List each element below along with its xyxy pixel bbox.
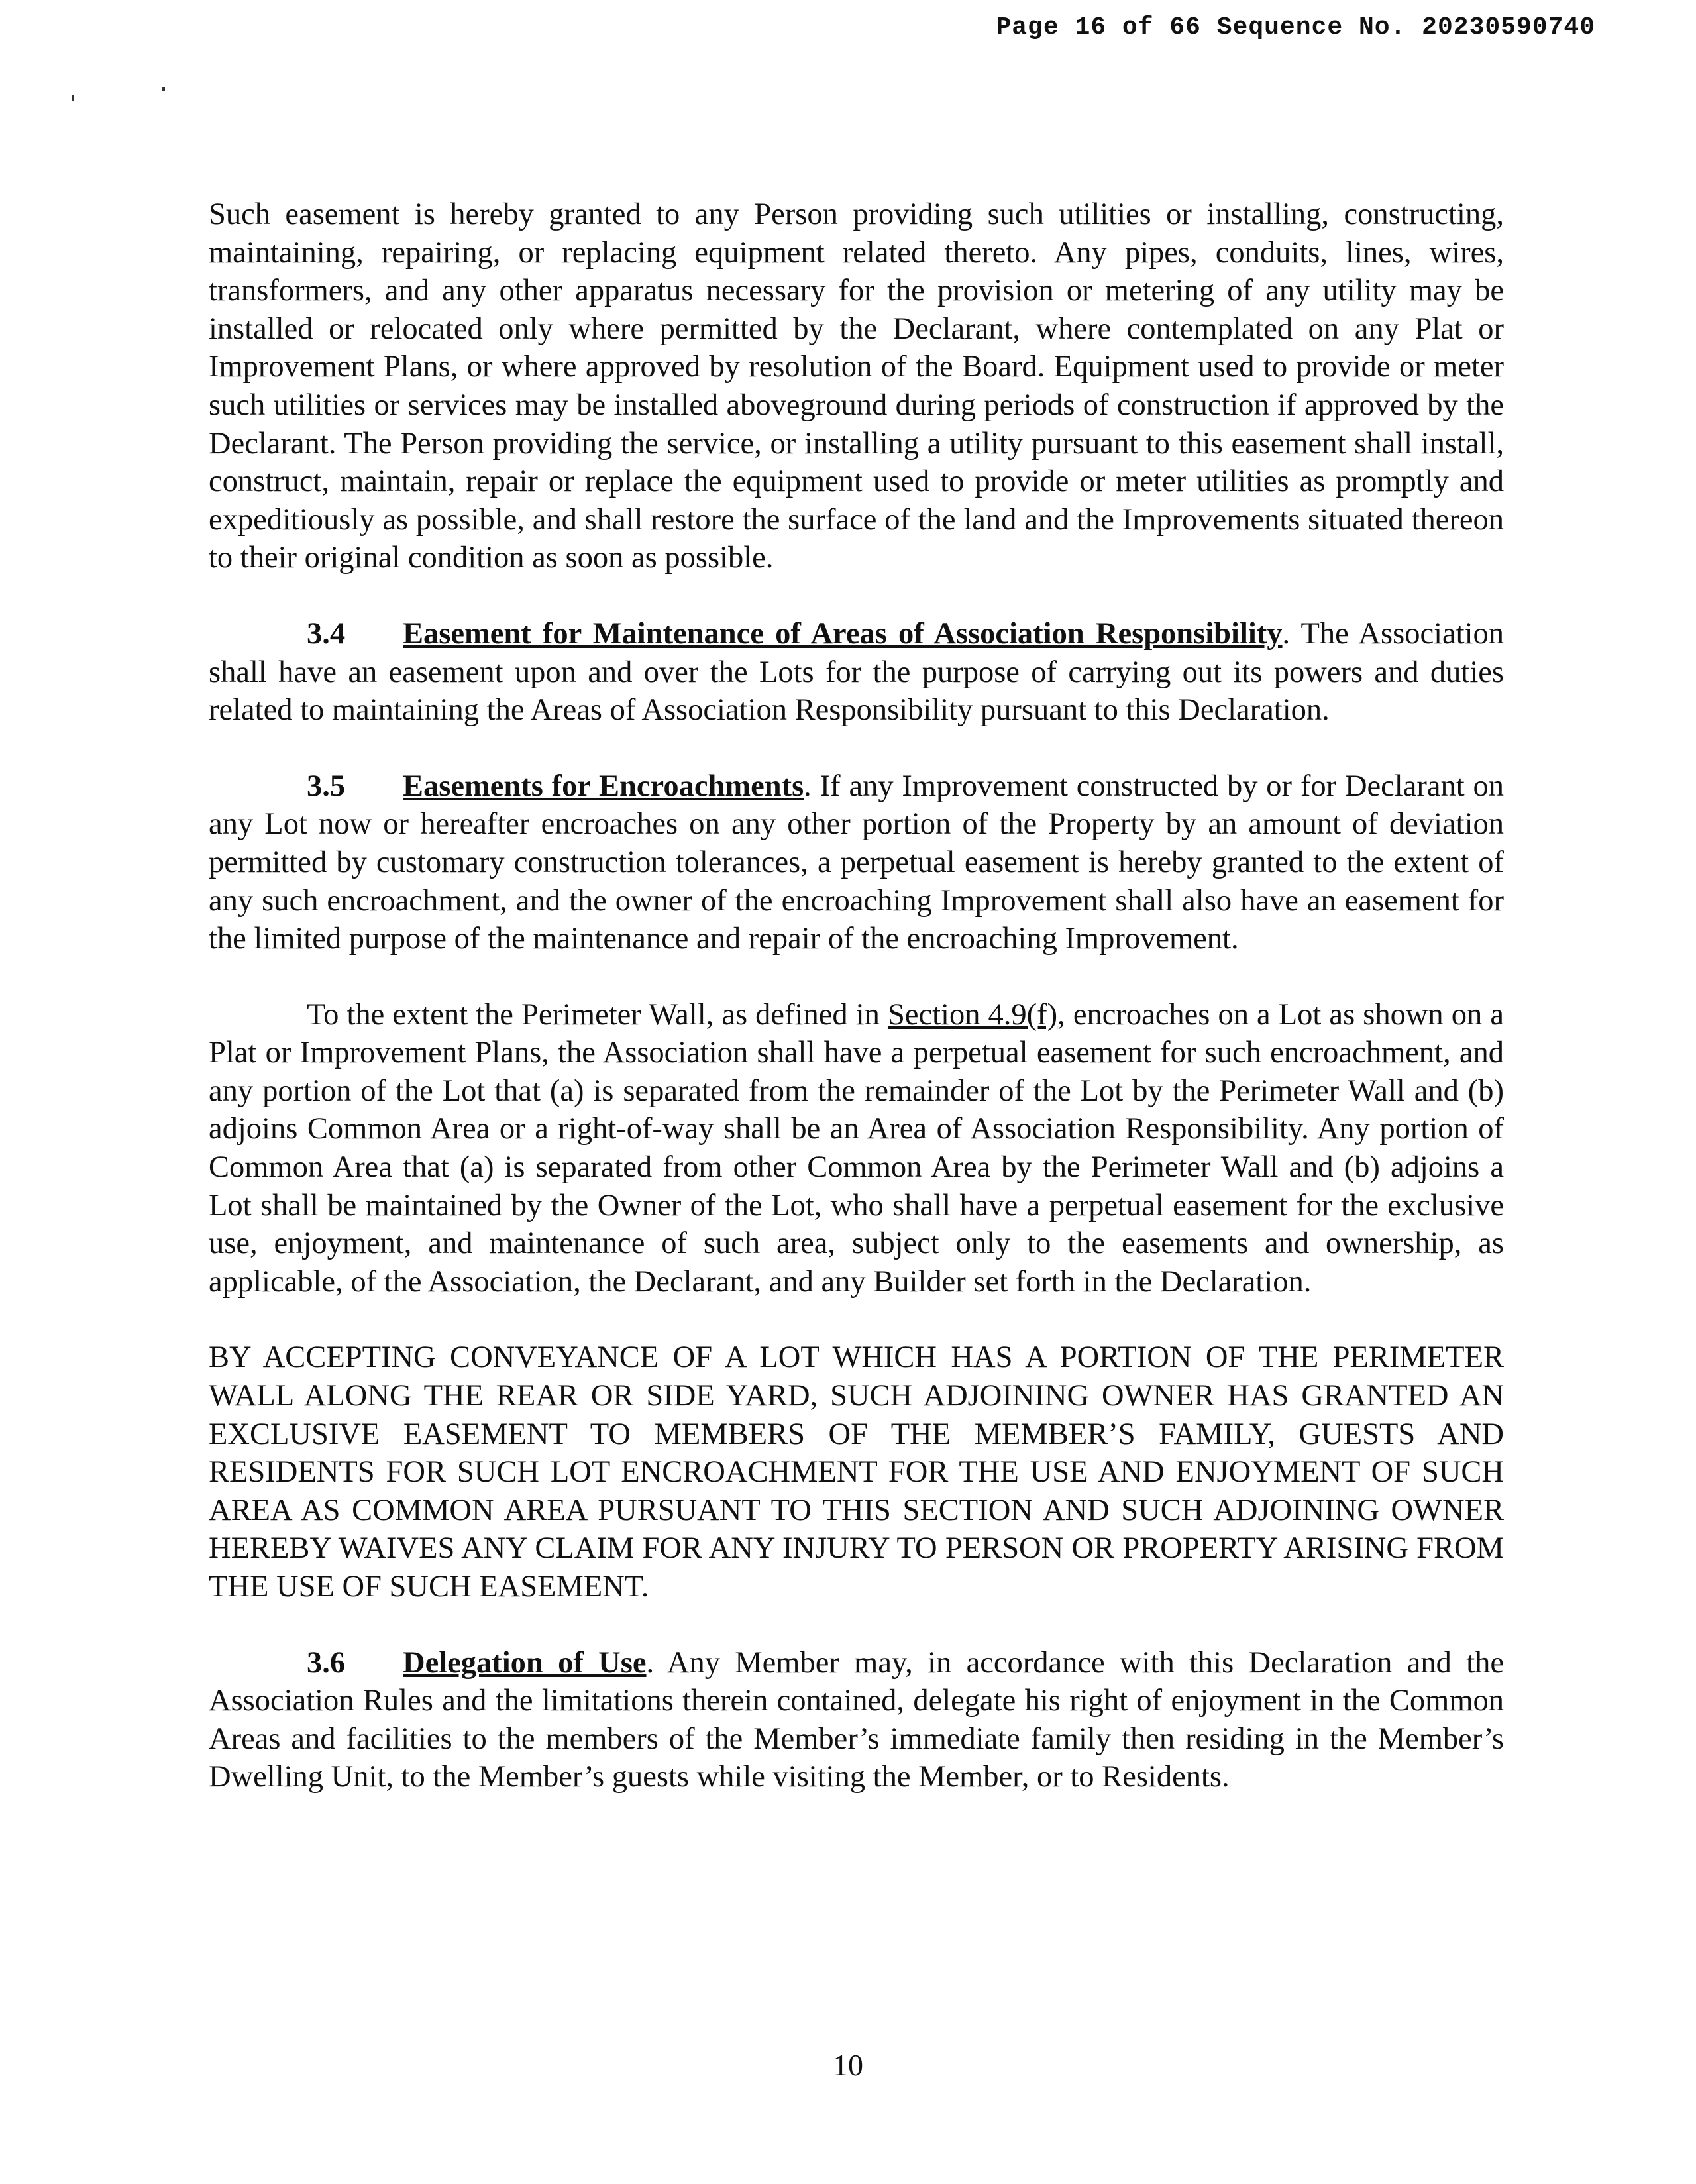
- section-text: . If any Improvement constructed by or for Declarant on any Lot now or hereafter encroaches on any other portion of the Property by an amount of deviation permitted by customary construction tolerances, a perpetual easement is hereby granted to the extent of any such encroachment, and the owner of the encroaching Improvement shall also have an easement for the limited purpose of the maintenance and repair of the encroaching Improvement.: [209, 769, 1504, 956]
- document-body: [209, 195, 1504, 1834]
- section-3-5: [209, 767, 1504, 958]
- paragraph-text: , encroaches on a Lot as shown on a Plat or Improvement Plans, the Association shall have a perpetual easement for such encroachment, and any portion of the Lot that (a) is separated from the remainder of the Lot by the Perimeter Wall and (b) adjoins Common Area or a right-of-way shall be an Area of Association Responsibility. Any portion of Common Area that (a) is separated from other Common Area by the Perimeter Wall and (b) adjoins a Lot shall be maintained by the Owner of the Lot, who shall have a perpetual easement for the exclusive use, enjoyment, and maintenance of such area, subject only to the easements and ownership, as applicable, of the Association, the Declarant, and any Builder set forth in the Declaration.: [209, 997, 1504, 1299]
- section-text: . Any Member may, in accordance with this Declaration and the Association Rules and the limitations therein contained, delegate his right of enjoyment in the Common Areas and facilities to the members of the Member’s immediate family then residing in the Member’s Dwelling Unit, to the Member’s guests while visiting the Member, or to Residents.: [209, 1645, 1505, 1794]
- section-text: . The Association shall have an easement upon and over the Lots for the purpose of carrying out its powers and duties related to maintaining the Areas of Association Responsibility pursuant to this Declaration.: [209, 616, 1504, 728]
- paragraph-text: To the extent the Perimeter Wall, as defined in: [307, 997, 888, 1032]
- section-title: Delegation of Use: [403, 1645, 647, 1680]
- section-3-4: [209, 615, 1504, 730]
- section-number: 3.4: [307, 616, 346, 651]
- section-number: 3.5: [307, 769, 346, 803]
- section-number: 3.6: [307, 1645, 346, 1680]
- page-sequence-stamp: Page 16 of 66 Sequence No. 20230590740: [996, 13, 1595, 42]
- waiver-caps-paragraph: BY ACCEPTING CONVEYANCE OF A LOT WHICH HAS A PORTION OF THE PERIMETER WALL ALONG THE REAR OR SIDE YARD, SUCH ADJOINING OWNER HAS GRANTED AN EXCLUSIVE EASEMENT TO MEMBERS OF THE MEMBER’S FAMILY, GUESTS AND RESIDENTS FOR SUCH LOT ENCROACHMENT FOR THE USE AND ENJOYMENT OF SUCH AREA AS COMMON AREA PURSUANT TO THIS SECTION AND SUCH ADJOINING OWNER HEREBY WAIVES ANY CLAIM FOR ANY INJURY TO PERSON OR PROPERTY ARISING FROM THE USE OF SUCH EASEMENT.: [209, 1340, 1504, 1604]
- continuation-paragraph: Such easement is hereby granted to any Person providing such utilities or installing, constructing, maintaining, repairing, or replacing equipment related thereto. Any pipes, conduits, lines, wires, transformers, and any other apparatus necessary for the provision or metering of any utility may be installed or relocated only where permitted by the Declarant, where contemplated on any Plat or Improvement Plans, or where approved by resolution of the Board. Equipment used to provide or meter such utilities or services may be installed aboveground during periods of construction if approved by the Declarant. The Person providing the service, or installing a utility pursuant to this easement shall install, construct, maintain, repair or replace the equipment used to provide or meter utilities as promptly and expeditiously as possible, and shall restore the surface of the land and the Improvements situated thereon to their original condition as soon as possible.: [209, 197, 1504, 575]
- section-reference: Section 4.9(f): [887, 997, 1058, 1032]
- section-title: Easement for Maintenance of Areas of Association Responsibility: [403, 616, 1283, 651]
- scan-artifact-mark: [162, 87, 165, 91]
- section-3-6: [209, 1644, 1504, 1796]
- scan-artifact-mark: [72, 95, 74, 101]
- section-title: Easements for Encroachments: [403, 769, 804, 803]
- perimeter-wall-paragraph: [209, 996, 1504, 1301]
- page-number: 10: [833, 2048, 863, 2082]
